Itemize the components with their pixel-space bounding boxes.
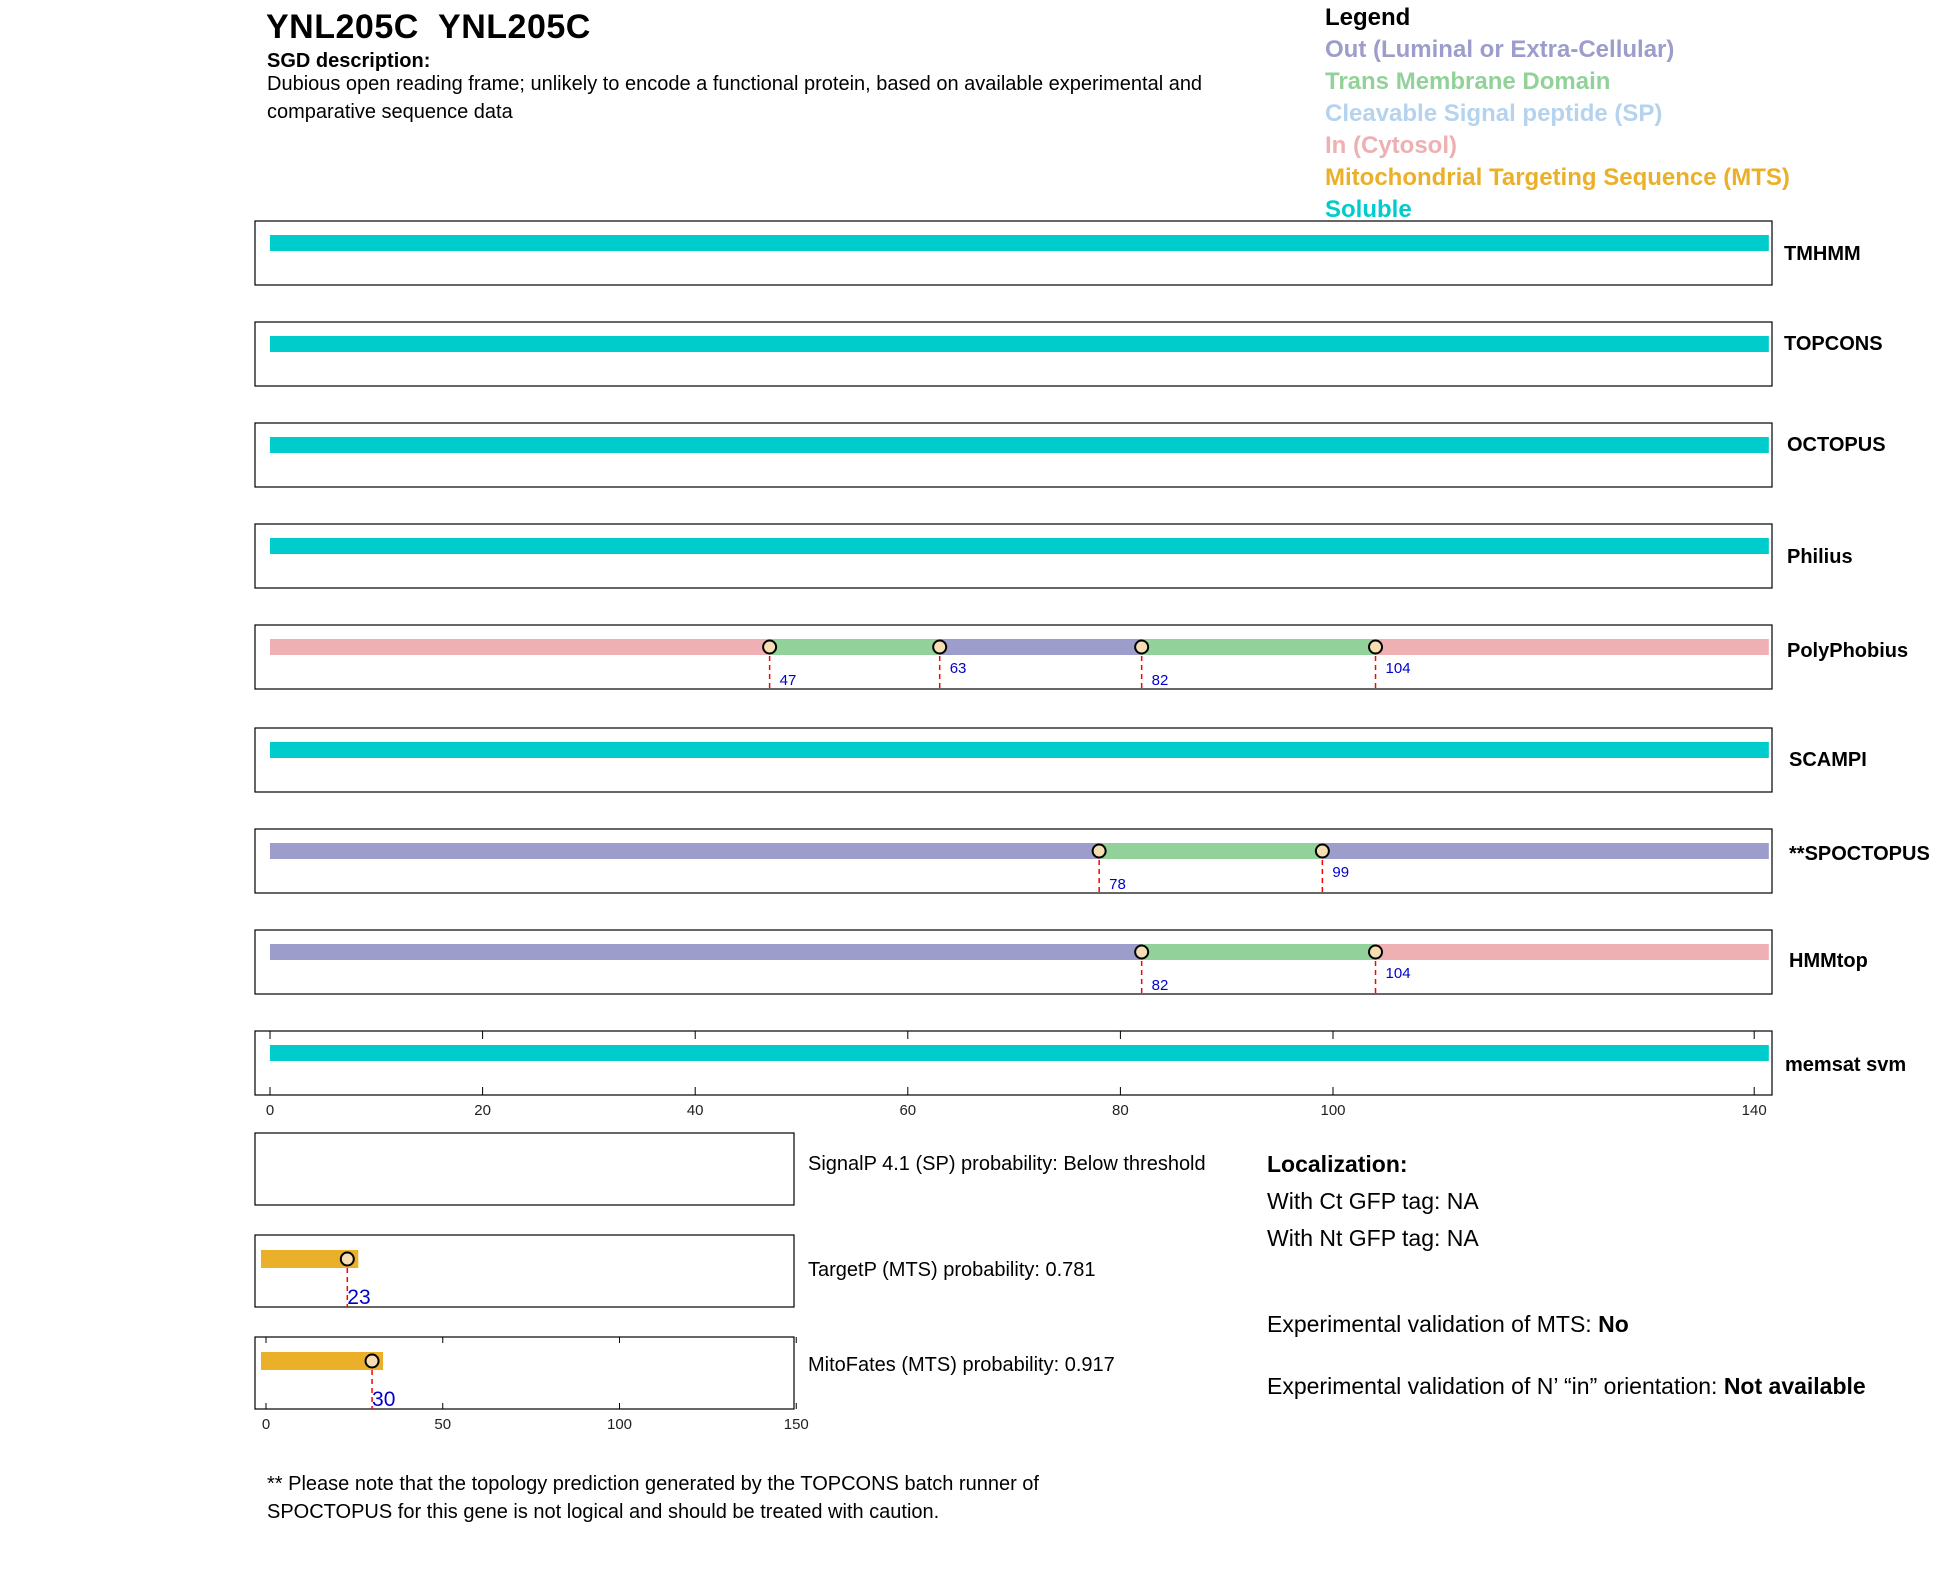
segment-in [270, 639, 770, 655]
mts-validation [1267, 1311, 1629, 1338]
boundary-label: 104 [1385, 660, 1411, 677]
localization-nt-gfp: With Nt GFP tag: NA [1267, 1225, 1479, 1251]
nin-validation [1267, 1370, 1867, 1402]
segment-in [1376, 944, 1769, 960]
boundary-label: 82 [1151, 672, 1169, 689]
boundary-label: 82 [1151, 977, 1169, 994]
boundary-marker [1316, 845, 1329, 858]
localization-title: Localization: [1267, 1151, 1408, 1177]
boundary-marker [1135, 946, 1148, 959]
segment-soluble [270, 437, 1769, 453]
mts-validation-value: No [1598, 1311, 1629, 1337]
x-tick-label: 0 [265, 1102, 275, 1119]
track-box [255, 728, 1772, 792]
localization-ct-gfp: With Ct GFP tag: NA [1267, 1188, 1479, 1214]
legend-item-soluble: Soluble [1325, 196, 1412, 223]
probability-box [255, 1337, 794, 1409]
x-tick-label: 60 [899, 1102, 917, 1119]
segment-soluble [270, 336, 1769, 352]
boundary-label: 63 [949, 660, 967, 677]
small-x-tick-label: 150 [783, 1416, 809, 1433]
segment-out [940, 639, 1142, 655]
track-label-polyphobius: PolyPhobius [1787, 640, 1909, 662]
mts-boundary-label: 23 [347, 1286, 371, 1309]
legend-item-tm: Trans Membrane Domain [1325, 68, 1611, 95]
segment-tm [1142, 639, 1376, 655]
legend-item-mts: Mitochondrial Targeting Sequence (MTS) [1325, 164, 1790, 191]
boundary-marker [1135, 641, 1148, 654]
mts-boundary-marker [366, 1355, 379, 1368]
legend-item-sp: Cleavable Signal peptide (SP) [1325, 100, 1663, 127]
nin-validation-value: Not available [1723, 1373, 1866, 1399]
targetp-probability-text: TargetP (MTS) probability: 0.781 [808, 1259, 1096, 1281]
segment-out [270, 944, 1142, 960]
boundary-marker [933, 641, 946, 654]
legend-item-out: Out (Luminal or Extra-Cellular) [1325, 36, 1675, 63]
track-box [255, 1031, 1772, 1095]
track-box [255, 423, 1772, 487]
track-label-scampi: SCAMPI [1789, 749, 1867, 771]
legend-item-in: In (Cytosol) [1325, 132, 1457, 159]
boundary-marker [1369, 946, 1382, 959]
segment-in [1376, 639, 1769, 655]
segment-soluble [270, 742, 1769, 758]
track-label-octopus: OCTOPUS [1787, 434, 1886, 456]
boundary-label: 99 [1332, 864, 1350, 881]
segment-out [1322, 843, 1768, 859]
boundary-label: 47 [779, 672, 797, 689]
probability-box [255, 1133, 794, 1205]
track-box [255, 524, 1772, 588]
x-tick-label: 20 [474, 1102, 491, 1119]
segment-tm [1099, 843, 1322, 859]
mts-validation-label: Experimental validation of MTS: [1267, 1311, 1599, 1337]
track-box [255, 829, 1772, 893]
track-label-topcons: TOPCONS [1784, 333, 1883, 355]
track-label-spoctopus: **SPOCTOPUS [1789, 843, 1930, 865]
sgd-description-label: SGD description: [267, 50, 431, 72]
segment-soluble [270, 235, 1769, 251]
probability-box [255, 1235, 794, 1307]
track-label-memsat-svm: memsat svm [1785, 1054, 1907, 1076]
track-label-philius: Philius [1787, 546, 1853, 568]
track-label-tmhmm: TMHMM [1784, 243, 1861, 265]
mitofates-probability-text: MitoFates (MTS) probability: 0.917 [808, 1354, 1115, 1376]
x-tick-label: 40 [686, 1102, 704, 1119]
legend-title: Legend [1325, 4, 1411, 31]
segment-out [270, 843, 1099, 859]
x-tick-label: 140 [1741, 1102, 1767, 1119]
segment-tm [770, 639, 940, 655]
segment-soluble [270, 538, 1769, 554]
gene-title: YNL205C YNL205C [266, 8, 591, 46]
track-box [255, 221, 1772, 285]
small-x-tick-label: 100 [606, 1416, 633, 1433]
track-label-hmmtop: HMMtop [1789, 950, 1868, 972]
boundary-marker [1369, 641, 1382, 654]
track-box [255, 930, 1772, 994]
footnote: ** Please note that the topology prediction generated by the TOPCONS batch runner of SPOCTOPUS for this gene is not logical and should be treated with caution. [267, 1473, 1039, 1523]
nin-validation-label: Experimental validation of N’ “in” orientation: [1267, 1373, 1724, 1399]
signalp-probability-text: SignalP 4.1 (SP) probability: Below threshold [808, 1153, 1206, 1175]
x-tick-label: 100 [1320, 1102, 1346, 1119]
boundary-label: 78 [1109, 876, 1126, 893]
small-x-tick-label: 50 [434, 1416, 452, 1433]
mts-boundary-label: 30 [372, 1388, 396, 1411]
mts-boundary-marker [341, 1253, 354, 1266]
boundary-marker [763, 641, 776, 654]
segment-soluble [270, 1045, 1769, 1061]
boundary-marker [1093, 845, 1106, 858]
segment-tm [1142, 944, 1376, 960]
track-box [255, 322, 1772, 386]
x-tick-label: 80 [1112, 1102, 1129, 1119]
track-box [255, 625, 1772, 689]
sgd-description-text: Dubious open reading frame; unlikely to encode a functional protein, based on available experimental and comparative sequence data [267, 73, 1203, 123]
small-x-tick-label: 0 [261, 1416, 271, 1433]
boundary-label: 104 [1385, 965, 1411, 982]
